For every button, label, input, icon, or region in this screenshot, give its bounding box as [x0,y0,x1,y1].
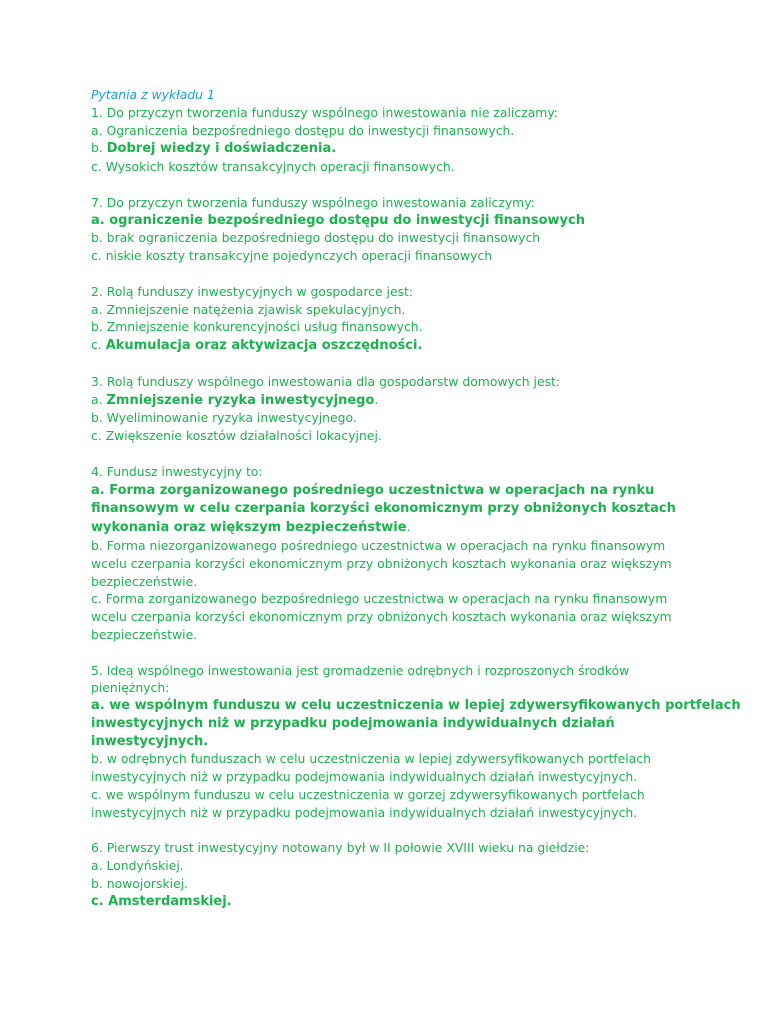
answer-option-c: c. Forma zorganizowanego bezpośredniego uczestnictwa w operacjach na rynku finansowym wcelu czerpania korzyści ekonomicznym przy obniżonych kosztach wykonania oraz większym bezpieczeństwie. [91,591,672,642]
correct-answer: c. Amsterdamskiej. [91,893,232,909]
option-prefix: c. [91,337,106,353]
answer-option-b: b. nowojorskiej. [91,876,189,892]
answer-option-b: b. Wyeliminowanie ryzyka inwestycyjnego. [91,410,357,426]
correct-answer: a. Forma zorganizowanego pośredniego uczestnictwa w operacjach na rynku finansowym w celu czerpania korzyści ekonomicznym przy obniżonych kosztach wykonania oraz większym bezpieczeństwie [91,482,676,536]
answer-option-a: a. Londyńskiej. [91,858,184,874]
question-block-3 [91,373,691,445]
correct-answer: a. ograniczenie bezpośredniego dostępu do inwestycji finansowych [91,212,585,228]
option-prefix: b. [91,140,107,156]
spacer [91,355,691,373]
answer-option-b: b. w odrębnych funduszach w celu uczestniczenia w lepiej zdywersyfikowanych portfelach inwestycyjnych niż w przypadku podejmowania indywidualnych działań inwestycyjnych. [91,751,651,785]
question-text: 6. Pierwszy trust inwestycyjny notowany był w II połowie XVIII wieku na giełdzie: [91,840,590,856]
correct-answer: Zmniejszenie ryzyka inwestycyjnego [106,392,375,408]
document-body [91,86,741,911]
question-block-6 [91,839,691,910]
question-block-5 [91,662,741,822]
spacer [91,822,691,840]
answer-option-c: c. Wysokich kosztów transakcyjnych operacji finansowych. [91,159,455,175]
answer-option-b: b. Zmniejszenie konkurencyjności usług finansowych. [91,319,423,335]
document-heading: Pytania z wykładu 1 [91,87,215,102]
answer-suffix: . [406,519,411,535]
spacer [91,644,691,662]
answer-option-a [91,481,691,537]
answer-option-b: b. brak ograniczenia bezpośredniego dostępu do inwestycji finansowych [91,230,541,246]
correct-answer: Dobrej wiedzy i doświadczenia. [106,141,337,157]
answer-option-a: a. Ograniczenia bezpośredniego dostępu do inwestycji finansowych. [91,122,515,138]
question-block-7 [91,194,691,265]
question-text: 2. Rolą funduszy inwestycyjnych w gospodarce jest: [91,283,414,299]
question-text: 4. Fundusz inwestycyjny to: [91,463,263,479]
question-block-1 [91,104,691,176]
option-prefix: a. [91,391,107,407]
question-text: 1. Do przyczyn tworzenia funduszy wspólnego inwestowania nie zaliczamy: [91,104,558,120]
question-text: 5. Ideą wspólnego inwestowania jest gromadzenie odrębnych i rozproszonych środków pieniężnych: [91,662,630,696]
answer-option-c: c. we wspólnym funduszu w celu uczestniczenia w gorzej zdywersyfikowanych portfelach inwestycyjnych niż w przypadku podejmowania indywidualnych działań inwestycyjnych. [91,787,645,820]
question-block-4 [91,463,691,644]
correct-answer [91,697,741,750]
answer-suffix: . [374,391,379,407]
spacer [91,265,691,283]
answer-option-c: c. niskie koszty transakcyjne pojedynczych operacji finansowych [91,248,493,264]
answer-option-b: b. Forma niezorganizowanego pośredniego uczestnictwa w operacjach na rynku finansowym wcelu czerpania korzyści ekonomicznym przy obniżonych kosztach wykonania oraz większym bezpieczeństwie. [91,537,672,589]
correct-answer: Akumulacja oraz aktywizacja oszczędności. [105,338,423,354]
answer-option-c [91,336,691,355]
correct-answer-line: inwestycyjnych. [91,733,209,749]
answer-option-a [91,391,691,410]
correct-answer-line: a. we wspólnym funduszu w celu uczestniczenia w lepiej zdywersyfikowanych portfelach [91,698,741,714]
correct-answer-line: inwestycyjnych niż w przypadku podejmowania indywidualnych działań [91,715,615,731]
question-text: 7. Do przyczyn tworzenia funduszy wspólnego inwestowania zaliczymy: [91,194,535,210]
answer-option-c: c. Zwiększenie kosztów działalności lokacyjnej. [91,428,382,444]
answer-option-b [91,139,691,158]
spacer [91,445,691,463]
answer-option-a: a. Zmniejszenie natężenia zjawisk spekulacyjnych. [91,301,406,317]
question-block-2 [91,283,691,355]
spacer [91,176,691,194]
question-text: 3. Rolą funduszy wspólnego inwestowania dla gospodarstw domowych jest: [91,373,561,389]
